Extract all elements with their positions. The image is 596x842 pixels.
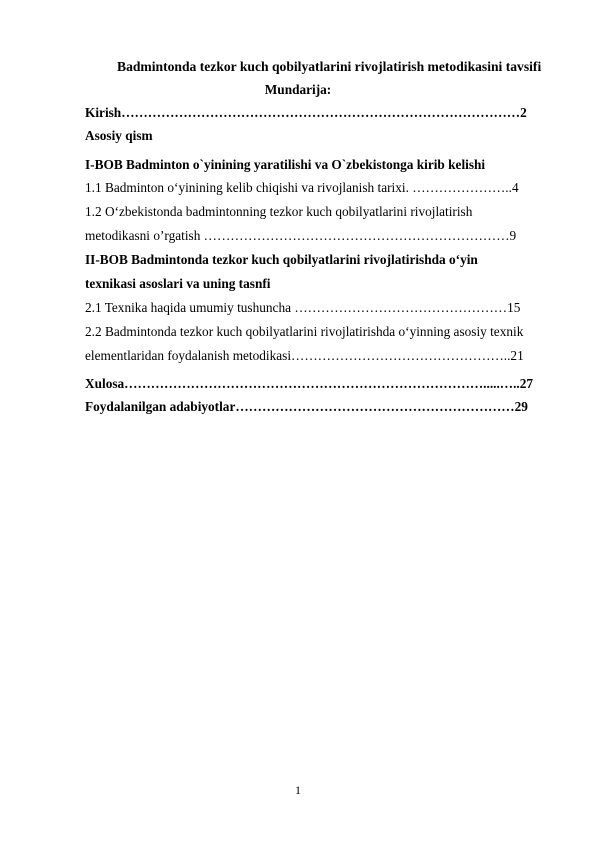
document-title: Badmintonda tezkor kuch qobilyatlarini rivojlatirish metodikasini tavsifi: [117, 59, 542, 74]
toc-entry-main-part: Asosiy qism: [85, 128, 153, 143]
page-number: 1: [295, 783, 301, 797]
toc-entry-1-2-line2: metodikasni o’rgatish ……………………………………………………………9: [85, 228, 517, 243]
toc-entry-chapter-2-line2: texnikasi asoslari va uning tasnfi: [85, 276, 271, 291]
toc-entry-conclusion: Xulosa……………………………………………………………………….....…..27: [85, 376, 534, 391]
toc-entry-2-1: 2.1 Texnika haqida umumiy tushuncha …………………………………………15: [85, 300, 521, 315]
toc-entry-chapter-1: I-BOB Badminton o`yinining yaratilishi va O`zbekistonga kirib kelishi: [85, 157, 486, 172]
toc-entry-2-2-line2: elementlaridan foydalanish metodikasi…………………………………………..21: [85, 348, 524, 363]
toc-entry-1-2-line1: 1.2 O‘zbekistonda badmintonning tezkor kuch qobilyatlarini rivojlatirish: [85, 204, 473, 219]
toc-entry-2-2-line1: 2.2 Badmintonda tezkor kuch qobilyatlarini rivojlatirishda o‘yinning asosiy texnik: [85, 324, 524, 339]
toc-heading: Mundarija:: [264, 82, 332, 97]
toc-entry-references: Foydalanilgan adabiyotlar………………………………………………………29: [85, 399, 528, 414]
toc-entry-introduction: Kirish………………………………………………………………………………2: [85, 105, 527, 120]
toc-entry-chapter-2-line1: II-BOB Badmintonda tezkor kuch qobilyatlarini rivojlatirishda o‘yin: [85, 252, 478, 267]
toc-entry-1-1: 1.1 Badminton o‘yinining kelib chiqishi va rivojlanish tarixi. …………………..4: [85, 180, 519, 195]
